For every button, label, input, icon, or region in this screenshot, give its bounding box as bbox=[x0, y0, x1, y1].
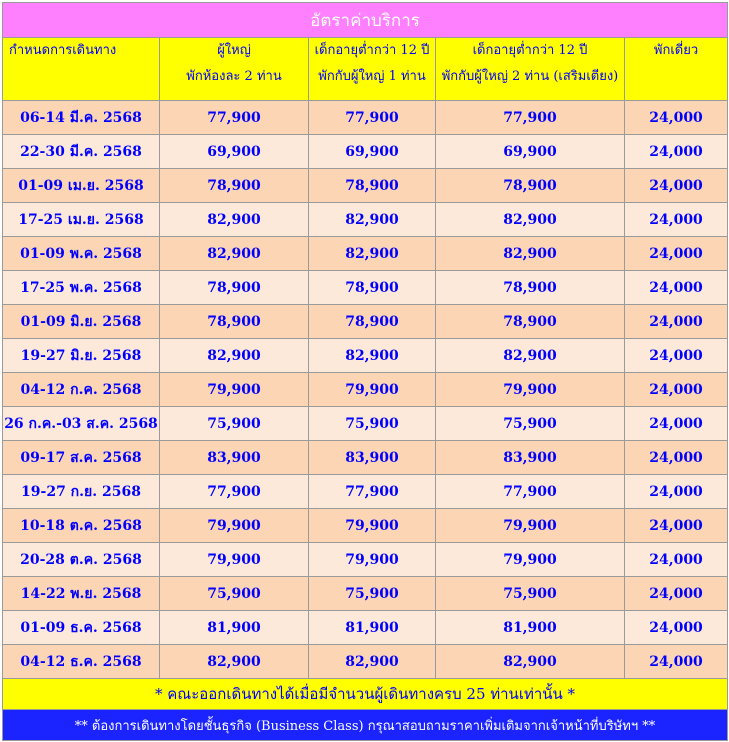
adult-price-cell: 81,900 bbox=[160, 611, 309, 645]
child-one-adult-price-cell: 77,900 bbox=[309, 475, 436, 509]
period-cell: 20-28 ต.ค. 2568 bbox=[3, 543, 160, 577]
period-cell: 01-09 มิ.ย. 2568 bbox=[3, 305, 160, 339]
single-supplement-cell: 24,000 bbox=[625, 611, 728, 645]
table-row bbox=[3, 339, 728, 373]
table-row bbox=[3, 271, 728, 305]
table-row bbox=[3, 577, 728, 611]
single-supplement-cell: 24,000 bbox=[625, 271, 728, 305]
period-cell: 01-09 ธ.ค. 2568 bbox=[3, 611, 160, 645]
period-cell: 26 ก.ค.-03 ส.ค. 2568 bbox=[3, 407, 160, 441]
table-row bbox=[3, 475, 728, 509]
header-adult bbox=[160, 38, 309, 101]
child-one-adult-price-cell: 75,900 bbox=[309, 407, 436, 441]
adult-price-cell: 79,900 bbox=[160, 509, 309, 543]
child-one-adult-price-cell: 79,900 bbox=[309, 543, 436, 577]
period-cell: 09-17 ส.ค. 2568 bbox=[3, 441, 160, 475]
child-two-adults-price-cell: 79,900 bbox=[436, 543, 625, 577]
child-two-adults-price-cell: 82,900 bbox=[436, 203, 625, 237]
child-one-adult-price-cell: 79,900 bbox=[309, 373, 436, 407]
single-supplement-cell: 24,000 bbox=[625, 645, 728, 679]
child-two-adults-price-cell: 82,900 bbox=[436, 645, 625, 679]
header-single-label: พักเดี่ยว bbox=[653, 43, 699, 58]
table-row bbox=[3, 543, 728, 577]
table-row bbox=[3, 101, 728, 135]
single-supplement-cell: 24,000 bbox=[625, 237, 728, 271]
adult-price-cell: 77,900 bbox=[160, 101, 309, 135]
child-two-adults-price-cell: 75,900 bbox=[436, 577, 625, 611]
child-two-adults-price-cell: 78,900 bbox=[436, 169, 625, 203]
child-one-adult-price-cell: 77,900 bbox=[309, 101, 436, 135]
table-row bbox=[3, 407, 728, 441]
period-cell: 01-09 พ.ค. 2568 bbox=[3, 237, 160, 271]
table-row bbox=[3, 441, 728, 475]
child-two-adults-price-cell: 78,900 bbox=[436, 305, 625, 339]
adult-price-cell: 79,900 bbox=[160, 373, 309, 407]
single-supplement-cell: 24,000 bbox=[625, 407, 728, 441]
child-two-adults-price-cell: 83,900 bbox=[436, 441, 625, 475]
adult-price-cell: 75,900 bbox=[160, 577, 309, 611]
adult-price-cell: 77,900 bbox=[160, 475, 309, 509]
child-one-adult-price-cell: 78,900 bbox=[309, 169, 436, 203]
adult-price-cell: 69,900 bbox=[160, 135, 309, 169]
table-row bbox=[3, 237, 728, 271]
single-supplement-cell: 24,000 bbox=[625, 169, 728, 203]
single-supplement-cell: 24,000 bbox=[625, 339, 728, 373]
single-supplement-cell: 24,000 bbox=[625, 203, 728, 237]
single-supplement-cell: 24,000 bbox=[625, 135, 728, 169]
header-adult-line1: ผู้ใหญ่ bbox=[217, 43, 251, 58]
header-child2-line1: เด็กอายุต่ำกว่า 12 ปี bbox=[472, 43, 588, 58]
child-one-adult-price-cell: 81,900 bbox=[309, 611, 436, 645]
table-row bbox=[3, 509, 728, 543]
single-supplement-cell: 24,000 bbox=[625, 441, 728, 475]
adult-price-cell: 82,900 bbox=[160, 339, 309, 373]
single-supplement-cell: 24,000 bbox=[625, 475, 728, 509]
adult-price-cell: 82,900 bbox=[160, 203, 309, 237]
period-cell: 17-25 พ.ค. 2568 bbox=[3, 271, 160, 305]
business-class-note: ** ต้องการเดินทางโดยชั้นธุรกิจ (Business Class) กรุณาสอบถามราคาเพิ่มเติมจากเจ้าหน้าที่บริษัทฯ ** bbox=[3, 710, 728, 741]
adult-price-cell: 75,900 bbox=[160, 407, 309, 441]
adult-price-cell: 78,900 bbox=[160, 305, 309, 339]
single-supplement-cell: 24,000 bbox=[625, 509, 728, 543]
header-child-one-adult bbox=[309, 38, 436, 101]
single-supplement-cell: 24,000 bbox=[625, 373, 728, 407]
child-two-adults-price-cell: 79,900 bbox=[436, 509, 625, 543]
child-two-adults-price-cell: 75,900 bbox=[436, 407, 625, 441]
child-one-adult-price-cell: 82,900 bbox=[309, 645, 436, 679]
child-two-adults-price-cell: 69,900 bbox=[436, 135, 625, 169]
min-travelers-note: * คณะออกเดินทางได้เมื่อมีจำนวนผู้เดินทางครบ 25 ท่านเท่านั้น * bbox=[3, 679, 728, 710]
adult-price-cell: 83,900 bbox=[160, 441, 309, 475]
header-child1-line2: พักกับผู้ใหญ่ 1 ท่าน bbox=[318, 69, 426, 84]
period-cell: 14-22 พ.ย. 2568 bbox=[3, 577, 160, 611]
adult-price-cell: 82,900 bbox=[160, 237, 309, 271]
table-row bbox=[3, 611, 728, 645]
price-rows bbox=[3, 101, 728, 679]
period-cell: 22-30 มี.ค. 2568 bbox=[3, 135, 160, 169]
child-two-adults-price-cell: 77,900 bbox=[436, 475, 625, 509]
table-title: อัตราค่าบริการ bbox=[3, 3, 728, 38]
table-row bbox=[3, 169, 728, 203]
header-adult-line2: พักห้องละ 2 ท่าน bbox=[186, 69, 282, 84]
adult-price-cell: 78,900 bbox=[160, 271, 309, 305]
header-child2-line2: พักกับผู้ใหญ่ 2 ท่าน (เสริมเตียง) bbox=[441, 69, 619, 84]
child-one-adult-price-cell: 69,900 bbox=[309, 135, 436, 169]
child-two-adults-price-cell: 81,900 bbox=[436, 611, 625, 645]
header-period bbox=[3, 38, 160, 101]
header-period-label: กำหนดการเดินทาง bbox=[9, 43, 117, 58]
header-row bbox=[3, 38, 728, 101]
single-supplement-cell: 24,000 bbox=[625, 305, 728, 339]
period-cell: 04-12 ก.ค. 2568 bbox=[3, 373, 160, 407]
table-row bbox=[3, 135, 728, 169]
child-two-adults-price-cell: 77,900 bbox=[436, 101, 625, 135]
child-one-adult-price-cell: 78,900 bbox=[309, 271, 436, 305]
child-one-adult-price-cell: 78,900 bbox=[309, 305, 436, 339]
child-one-adult-price-cell: 79,900 bbox=[309, 509, 436, 543]
price-table-container bbox=[2, 2, 727, 741]
adult-price-cell: 82,900 bbox=[160, 645, 309, 679]
period-cell: 01-09 เม.ย. 2568 bbox=[3, 169, 160, 203]
price-table bbox=[2, 2, 728, 741]
header-child1-line1: เด็กอายุต่ำกว่า 12 ปี bbox=[314, 43, 430, 58]
child-one-adult-price-cell: 82,900 bbox=[309, 237, 436, 271]
table-row bbox=[3, 373, 728, 407]
header-single bbox=[625, 38, 728, 101]
period-cell: 10-18 ต.ค. 2568 bbox=[3, 509, 160, 543]
child-two-adults-price-cell: 82,900 bbox=[436, 339, 625, 373]
child-two-adults-price-cell: 79,900 bbox=[436, 373, 625, 407]
table-row bbox=[3, 645, 728, 679]
table-row bbox=[3, 305, 728, 339]
single-supplement-cell: 24,000 bbox=[625, 577, 728, 611]
adult-price-cell: 79,900 bbox=[160, 543, 309, 577]
child-one-adult-price-cell: 82,900 bbox=[309, 339, 436, 373]
header-child-two-adults bbox=[436, 38, 625, 101]
period-cell: 04-12 ธ.ค. 2568 bbox=[3, 645, 160, 679]
period-cell: 19-27 มิ.ย. 2568 bbox=[3, 339, 160, 373]
period-cell: 17-25 เม.ย. 2568 bbox=[3, 203, 160, 237]
child-one-adult-price-cell: 82,900 bbox=[309, 203, 436, 237]
single-supplement-cell: 24,000 bbox=[625, 101, 728, 135]
table-row bbox=[3, 203, 728, 237]
period-cell: 19-27 ก.ย. 2568 bbox=[3, 475, 160, 509]
child-one-adult-price-cell: 83,900 bbox=[309, 441, 436, 475]
child-two-adults-price-cell: 82,900 bbox=[436, 237, 625, 271]
child-two-adults-price-cell: 78,900 bbox=[436, 271, 625, 305]
adult-price-cell: 78,900 bbox=[160, 169, 309, 203]
period-cell: 06-14 มี.ค. 2568 bbox=[3, 101, 160, 135]
single-supplement-cell: 24,000 bbox=[625, 543, 728, 577]
child-one-adult-price-cell: 75,900 bbox=[309, 577, 436, 611]
